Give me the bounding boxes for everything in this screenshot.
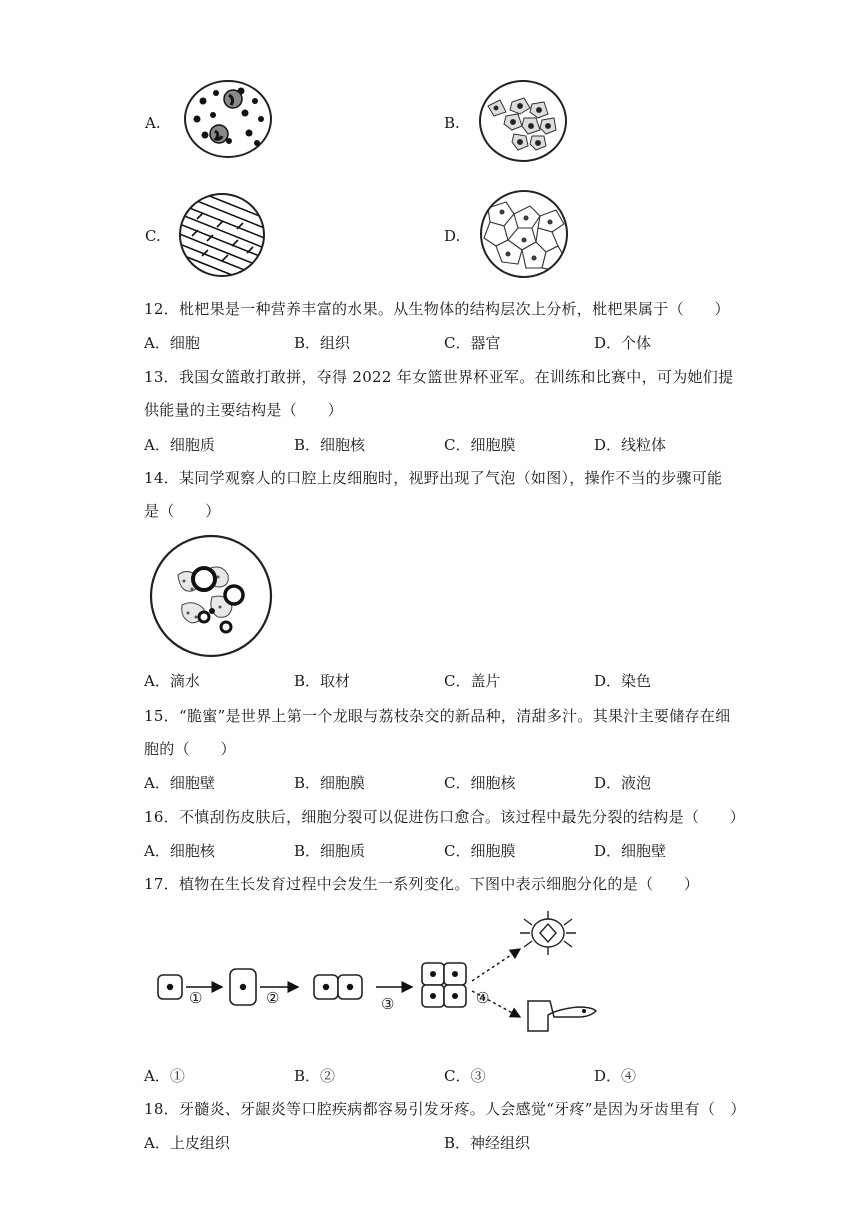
q16-option-b[interactable]: B．细胞质 bbox=[294, 842, 366, 860]
q17-option-d[interactable]: D．④ bbox=[594, 1067, 637, 1085]
air-bubble-microscope-figure bbox=[148, 533, 274, 659]
q14-option-a[interactable]: A．滴水 bbox=[144, 672, 200, 690]
q17-option-b[interactable]: B．② bbox=[294, 1067, 336, 1085]
q16-option-a[interactable]: A．细胞核 bbox=[144, 842, 215, 860]
q15-option-a[interactable]: A．细胞壁 bbox=[144, 774, 215, 792]
option-b-label: B. bbox=[444, 114, 460, 132]
question-13-stem-line1: 13．我国女篮敢打敢拼，夺得 2022 年女篮世界杯亚军。在训练和比赛中，可为她们提 bbox=[144, 368, 734, 386]
question-15-stem-line2: 胞的（ ） bbox=[144, 740, 236, 758]
diagram-step-3: ③ bbox=[381, 995, 395, 1013]
muscle-tissue-figure bbox=[177, 191, 267, 279]
question-15-stem-line1: 15．“脆蜜”是世界上第一个龙眼与荔枝杂交的新品种，清甜多汁。其果汁主要储存在细 bbox=[144, 707, 731, 725]
q16-option-c[interactable]: C．细胞膜 bbox=[444, 842, 516, 860]
option-d-label: D. bbox=[444, 227, 461, 245]
q13-option-a[interactable]: A．细胞质 bbox=[144, 436, 215, 454]
diagram-step-1: ① bbox=[189, 989, 203, 1007]
question-18-stem: 18．牙髓炎、牙龈炎等口腔疾病都容易引发牙疼。人会感觉“牙疼”是因为牙齿里有（ ） bbox=[144, 1100, 746, 1118]
question-14-stem-line2: 是（ ） bbox=[144, 502, 221, 520]
q18-option-b[interactable]: B．神经组织 bbox=[444, 1134, 531, 1152]
blood-cells-figure bbox=[183, 79, 273, 159]
q14-option-b[interactable]: B．取材 bbox=[294, 672, 351, 690]
q12-option-c[interactable]: C．器官 bbox=[444, 334, 501, 352]
q13-option-c[interactable]: C．细胞膜 bbox=[444, 436, 516, 454]
q17-option-a[interactable]: A．① bbox=[144, 1067, 185, 1085]
q12-option-d[interactable]: D．个体 bbox=[594, 334, 652, 352]
q16-option-d[interactable]: D．细胞壁 bbox=[594, 842, 667, 860]
q12-option-a[interactable]: A．细胞 bbox=[144, 334, 200, 352]
q13-option-d[interactable]: D．线粒体 bbox=[594, 436, 667, 454]
q17-option-c[interactable]: C．③ bbox=[444, 1067, 486, 1085]
question-12-stem: 12．枇杷果是一种营养丰富的水果。从生物体的结构层次上分析，枇杷果属于（ ） bbox=[144, 300, 730, 318]
plant-cells-figure bbox=[478, 188, 570, 280]
q12-option-b[interactable]: B．组织 bbox=[294, 334, 351, 352]
q18-option-a[interactable]: A．上皮组织 bbox=[144, 1134, 230, 1152]
question-13-stem-line2: 供能量的主要结构是（ ） bbox=[144, 401, 343, 419]
option-a-label: A. bbox=[145, 114, 161, 132]
q14-option-c[interactable]: C．盖片 bbox=[444, 672, 501, 690]
option-c-label: C. bbox=[145, 227, 161, 245]
cell-division-differentiation-diagram bbox=[150, 905, 610, 1045]
question-14-stem-line1: 14．某同学观察人的口腔上皮细胞时，视野出现了气泡（如图），操作不当的步骤可能 bbox=[144, 469, 723, 487]
question-16-stem: 16．不慎刮伤皮肤后，细胞分裂可以促进伤口愈合。该过程中最先分裂的结构是（ ） bbox=[144, 808, 746, 826]
q15-option-c[interactable]: C．细胞核 bbox=[444, 774, 516, 792]
diagram-step-2: ② bbox=[266, 989, 280, 1007]
q13-option-b[interactable]: B．细胞核 bbox=[294, 436, 366, 454]
question-17-stem: 17．植物在生长发育过程中会发生一系列变化。下图中表示细胞分化的是（ ） bbox=[144, 875, 700, 893]
q15-option-d[interactable]: D．液泡 bbox=[594, 774, 652, 792]
q14-option-d[interactable]: D．染色 bbox=[594, 672, 652, 690]
diagram-step-4: ④ bbox=[476, 989, 490, 1007]
animal-cells-figure bbox=[476, 78, 568, 164]
q15-option-b[interactable]: B．细胞膜 bbox=[294, 774, 366, 792]
